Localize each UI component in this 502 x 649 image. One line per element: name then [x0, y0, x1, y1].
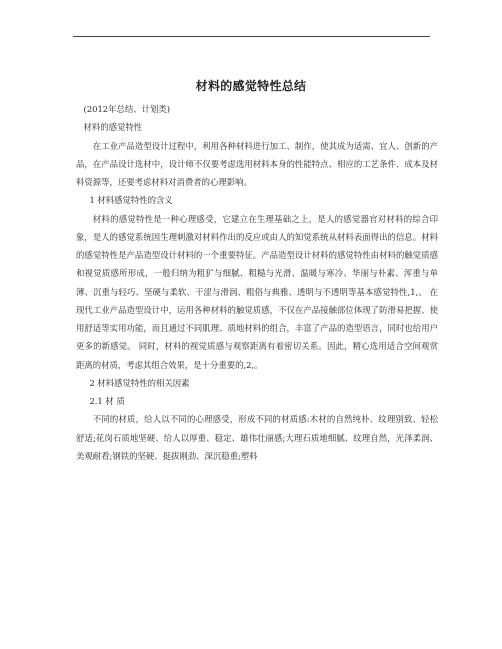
document-title: 材料的感觉特性总结: [195, 79, 307, 93]
section-heading-1: 1 材料感觉特性的含义: [89, 195, 173, 206]
intro-paragraph: 在工业产品造型设计过程中，利用各种材料进行加工、制作，使其成为适需、宜人、创新的产品，在产品设计选材中，设计师不仅要考虑选用材料本身的性能特点、相应的工艺条件、成本及材料资源等，还要考虑材料对消费者的心理影响。: [76, 140, 438, 187]
section-heading-2: 2 材料感觉特性的相关因素: [89, 377, 190, 388]
header-rule: [73, 36, 430, 37]
section-label: 材料的感觉特性: [83, 122, 143, 133]
subsection-heading-2-1: 2.1 材 质: [89, 396, 125, 406]
paragraph-1: 材料的感觉特性是一种心理感受，它建立在生理基础之上，是人的感觉器官对材料的综合印象，是人的感觉系统因生理刺激对材料作出的反应或由人的知觉系统从材料表面得出的信息。材料的感觉特性是产品造型设计材料的一个重要特征。产品造型设计材料的感觉特性由材料的触觉质感和视觉质感所形成，一般归纳为粗犷与细腻、粗糙与光滑、温暖与寒冷、华丽与朴素、浑重与单薄、沉重与轻巧、坚硬与柔软、干涩与滑润、粗俗与典雅、透明与不透明等基本感觉特性,1,。 在现代工业产品造型设计中，运用各种材料的触觉质感，不仅在产品接触部位体现了防滑易把握、使用舒适等实用功能，而且通过不同肌理、质地材料的组合，丰富了产品的造型语言，同时也给用户更多的新感觉。 同时，材料的视觉质感与观察距离有着密切关系。因此，精心选用适合空间观赏距离的材质，考虑其组合效果，是十分重要的,2,。: [76, 213, 438, 370]
paragraph-2: 不同的材质，给人以不同的心理感受，形成不同的材质感:木材的自然纯朴、纹理别致、轻松舒适;花岗石质地坚硬、给人以厚重、稳定、雄伟壮丽感;大理石质地细腻、纹理自然，光泽柔润、美观耐看;钢铁的坚硬、挺拔刚劲、深沉稳重;塑料: [76, 414, 438, 461]
document-subtitle: (2012年总结、计划类): [83, 104, 171, 114]
document-body: [76, 100, 438, 465]
